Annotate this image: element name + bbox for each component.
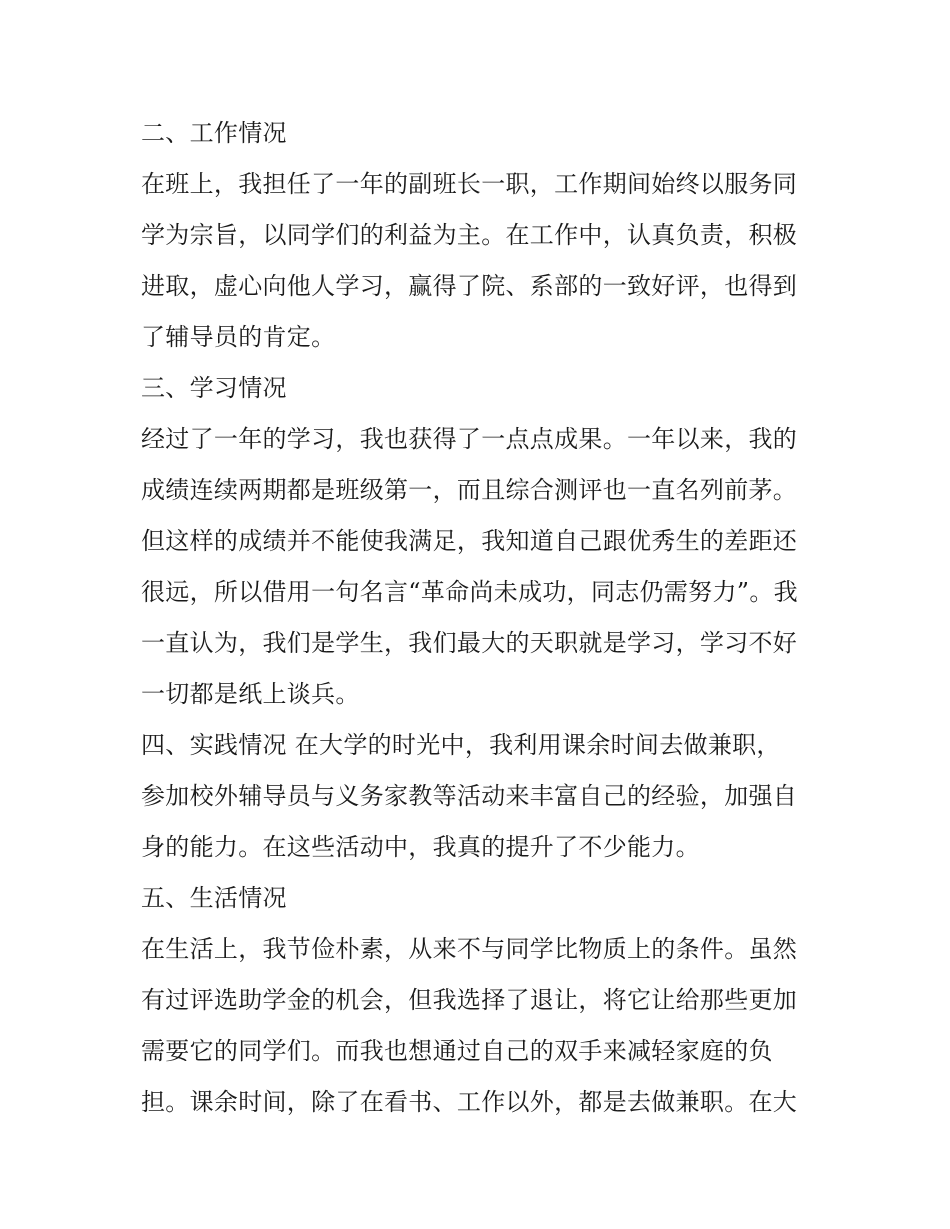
text-line: 在班上，我担任了一年的副班长一职，工作期间始终以服务同 [141,170,798,198]
text-line: 参加校外辅导员与义务家教等活动来丰富自己的经验，加强自 [141,782,798,810]
text-line: 了辅导员的肯定。 [141,323,336,351]
text-line: 但这样的成绩并不能使我满足，我知道自己跟优秀生的差距还 [141,527,798,555]
text-line: 在生活上，我节俭朴素，从来不与同学比物质上的条件。虽然 [141,935,798,963]
section-heading-study: 三、学习情况 [141,374,287,402]
document-body [141,108,821,1128]
text-line: 经过了一年的学习，我也获得了一点点成果。一年以来，我的 [141,425,798,453]
text-line: 学为宗旨，以同学们的利益为主。在工作中，认真负责，积极 [141,221,798,249]
text-line: 一直认为，我们是学生，我们最大的天职就是学习，学习不好 [141,629,798,657]
text-line: 进取，虚心向他人学习，赢得了院、系部的一致好评，也得到 [141,272,798,300]
text-line: 成绩连续两期都是班级第一，而且综合测评也一直名列前茅。 [141,476,798,504]
section-heading-work: 二、工作情况 [141,119,287,147]
text-line: 很远，所以借用一句名言“革命尚未成功，同志仍需努力”。我 [141,578,798,606]
text-line: 身的能力。在这些活动中，我真的提升了不少能力。 [141,833,700,861]
text-line: 担。课余时间，除了在看书、工作以外，都是去做兼职。在大 [141,1088,798,1116]
text-line: 一切都是纸上谈兵。 [141,680,360,708]
section-heading-practice: 四、实践情况 在大学的时光中，我利用课余时间去做兼职， [141,731,781,759]
text-line: 需要它的同学们。而我也想通过自己的双手来减轻家庭的负 [141,1037,773,1065]
section-heading-life: 五、生活情况 [141,884,287,912]
text-line: 有过评选助学金的机会，但我选择了退让，将它让给那些更加 [141,986,798,1014]
